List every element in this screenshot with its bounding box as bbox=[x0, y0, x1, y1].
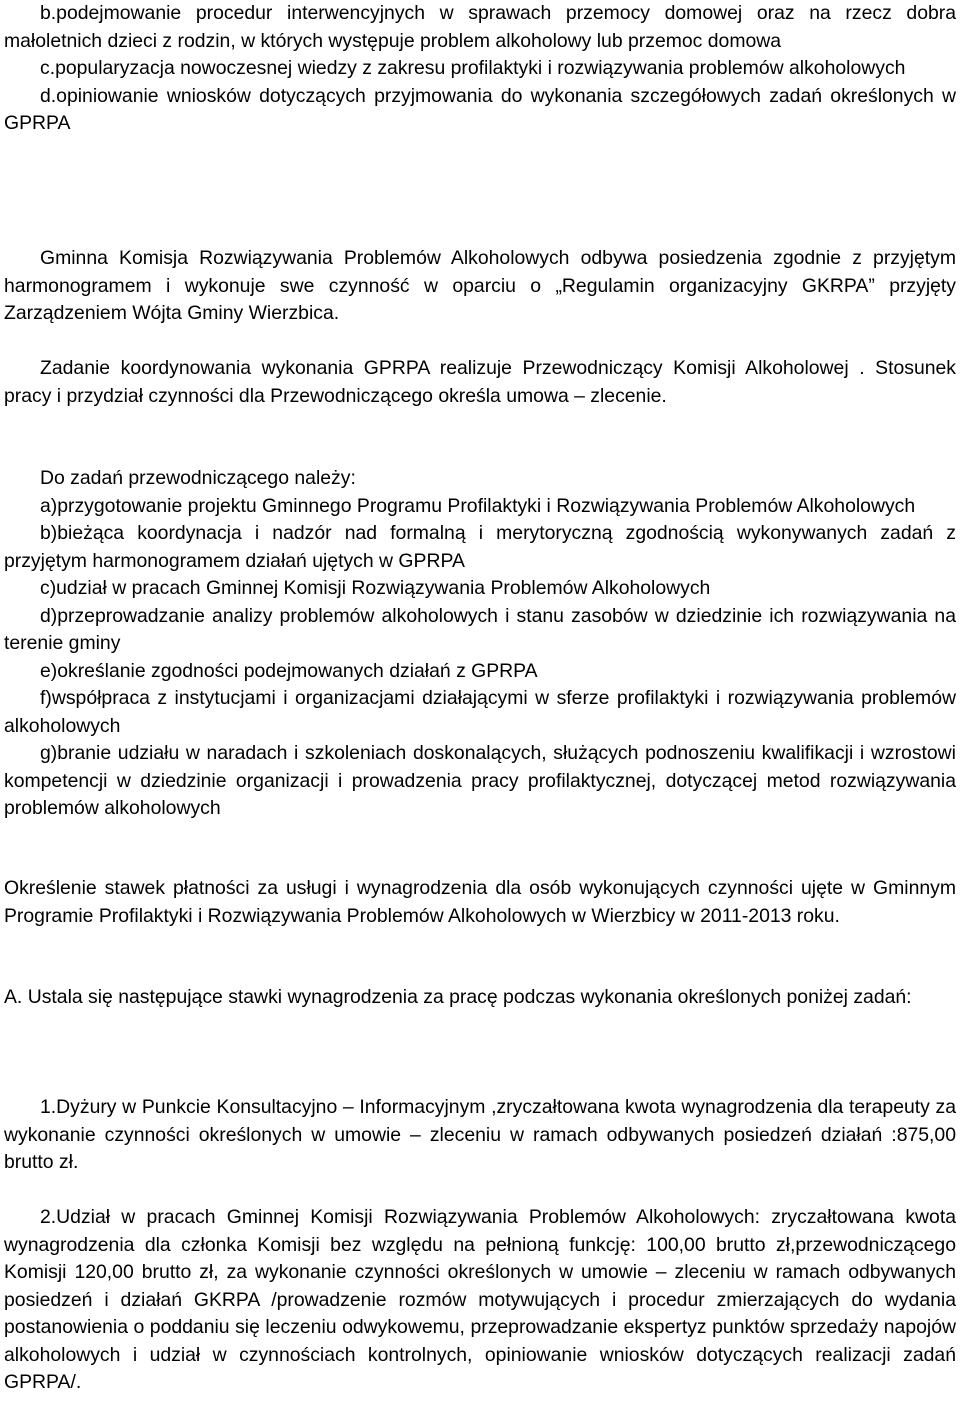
rates-intro-paragraph: Określenie stawek płatności za usługi i wynagrodzenia dla osób wykonujących czynności ujęte w Gminnym Programie Profilaktyki i Rozwiązywania Problemów Alkoholowych w Wierzbicy w 2011-2013 roku. bbox=[4, 877, 956, 927]
list-item-b: b.podejmowanie procedur interwencyjnych w sprawach przemocy domowej oraz na rzecz dobra małoletnich dzieci z rodzin, w których występuje problem alkoholowy lub przemoc domowa bbox=[4, 2, 956, 52]
duties-heading: Do zadań przewodniczącego należy: bbox=[40, 467, 356, 489]
rates-intro-block bbox=[4, 875, 956, 930]
rates-a-paragraph: A. Ustala się następujące stawki wynagrodzenia za pracę podczas wykonania określonych poniżej zadań: bbox=[4, 986, 912, 1008]
rate-item-1: 1.Dyżury w Punkcie Konsultacyjno – Informacyjnym ,zryczałtowana kwota wynagrodzenia dla terapeuty za wykonanie czynności określonych w umowie – zleceniu w ramach odbywanych posiedzeń działań :875,00 brutto zł. bbox=[4, 1096, 956, 1173]
commission-paragraph-block bbox=[4, 245, 956, 328]
duties-section bbox=[4, 465, 956, 823]
rates-a-block bbox=[4, 984, 956, 1012]
list-item-c: c.popularyzacja nowoczesnej wiedzy z zakresu profilaktyki i rozwiązywania problemów alkoholowych bbox=[40, 57, 906, 79]
duty-item-d: d)przeprowadzanie analizy problemów alkoholowych i stanu zasobów w dziedzinie ich rozwiązywania na terenie gminy bbox=[4, 604, 956, 654]
duty-item-a: a)przygotowanie projektu Gminnego Programu Profilaktyki i Rozwiązywania Problemów Alkoholowych bbox=[40, 494, 916, 517]
duty-item-e: e)określanie zgodności podejmowanych działań z GPRPA bbox=[40, 659, 538, 682]
duty-item-f: f)współpraca z instytucjami i organizacjami działającymi w sferze profilaktyki i rozwiązywania problemów alkoholowych bbox=[4, 687, 956, 737]
rate-item-1-block bbox=[4, 1094, 956, 1177]
intro-list bbox=[4, 0, 956, 138]
duty-item-b: b)bieżąca koordynacja i nadzór nad formalną i merytoryczną zgodnością wykonywanych zadań z przyjętym harmonogramem działań ujętych w GPRPA bbox=[4, 522, 956, 572]
list-item-d: d.opiniowanie wniosków dotyczących przyjmowania do wykonania szczegółowych zadań określonych w GPRPA bbox=[4, 84, 956, 134]
rate-item-2-block bbox=[4, 1204, 956, 1397]
coordination-paragraph-block bbox=[4, 355, 956, 410]
duty-item-g: g)branie udziału w naradach i szkoleniach doskonalących, służących podnoszeniu kwalifikacji i wzrostowi kompetencji w dziedzinie organizacji i prowadzenia pracy profilaktycznej, dotyczącej metod rozwiązywania problemów alkoholowych bbox=[4, 742, 956, 819]
coordination-paragraph: Zadanie koordynowania wykonania GPRPA realizuje Przewodniczący Komisji Alkoholowej . Stosunek pracy i przydział czynności dla Przewodniczącego określa umowa – zlecenie. bbox=[4, 357, 956, 407]
duty-item-c: c)udział w pracach Gminnej Komisji Rozwiązywania Problemów Alkoholowych bbox=[40, 577, 711, 599]
commission-paragraph: Gminna Komisja Rozwiązywania Problemów Alkoholowych odbywa posiedzenia zgodnie z przyjętym harmonogramem i wykonuje swe czynność w oparciu o „Regulamin organizacyjny GKRPA” przyjęty Zarządzeniem Wójta Gminy Wierzbica. bbox=[4, 247, 956, 324]
rate-item-2: 2.Udział w pracach Gminnej Komisji Rozwiązywania Problemów Alkoholowych: zryczałtowana kwota wynagrodzenia dla członka Komisji bez względu na pełnioną funkcję: 100,00 brutto zł,przewodniczącego Komisji 120,00 brutto zł, za wykonanie czynności określonych w umowie – zleceniu w ramach odbywanych posiedzeń i działań GKRPA /prowadzenie rozmów motywujących i procedur zmierzających do wydania postanowienia o poddaniu się leczeniu odwykowemu, przeprowadzanie ekspertyz punktów sprzedaży napojów alkoholowych i udział w czynnościach kontrolnych, opiniowanie wniosków dotyczących realizacji zadań GPRPA/. bbox=[4, 1206, 956, 1393]
